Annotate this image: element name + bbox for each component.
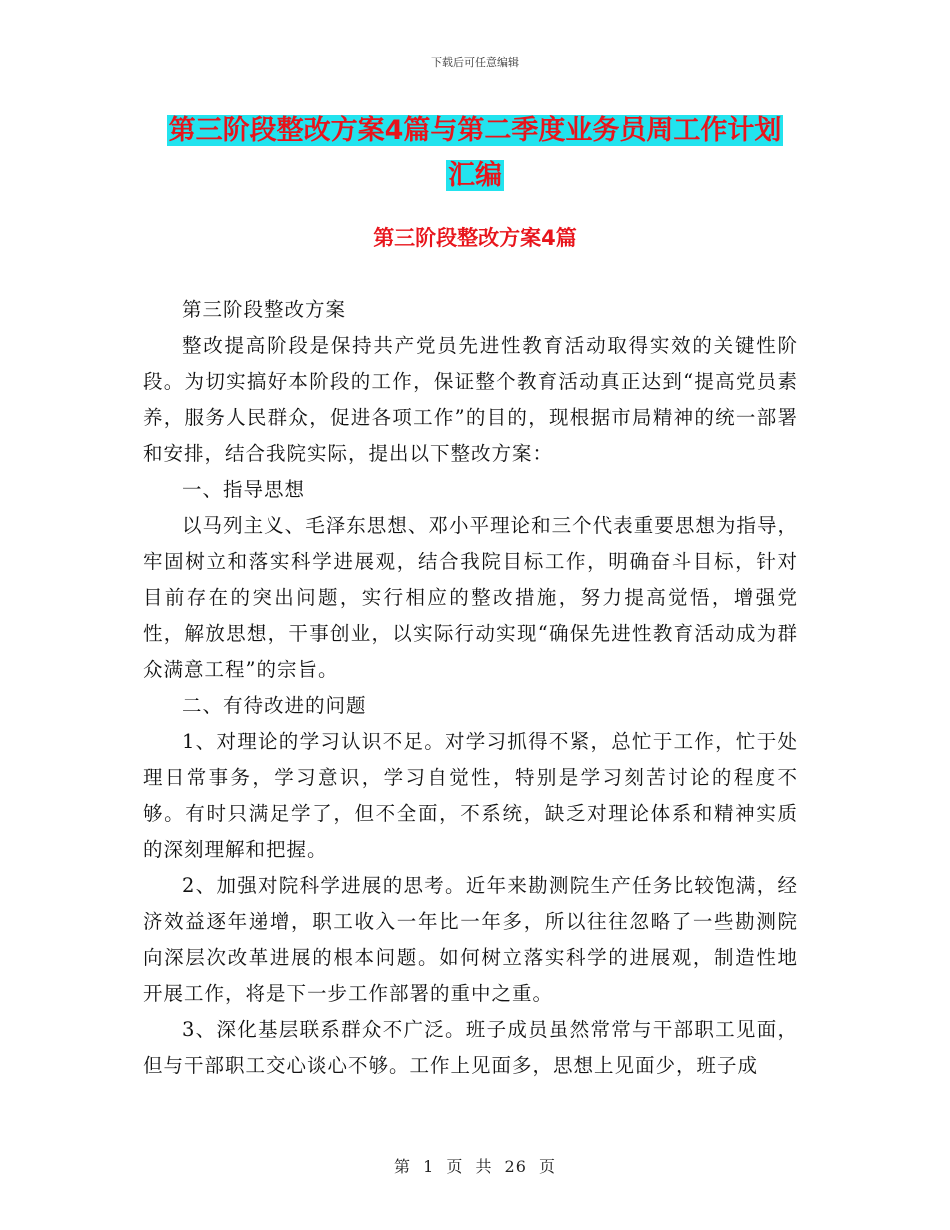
paragraph: 2、加强对院科学进展的思考。近年来勘测院生产任务比较饱满，经济效益逐年递增，职工收入一年比一年多，所以往往忽略了一些勘测院向深层次改革进展的根本问题。如何树立落实科学的进展观，制造性地开展工作，将是下一步工作部署的重中之重。 (143, 874, 798, 1005)
page-footer: 第 1 页 共 26 页 (394, 1157, 556, 1176)
title-line-1: 第三阶段整改方案4篇与第二季度业务员周工作计划 (168, 115, 782, 146)
document-title (140, 108, 810, 198)
header-note: 下载后可任意编辑 (431, 56, 519, 69)
paragraph: 3、深化基层联系群众不广泛。班子成员虽然常常与干部职工见面，但与干部职工交心谈心不够。工作上见面多，思想上见面少，班子成 (143, 1018, 798, 1077)
paragraph: 整改提高阶段是保持共产党员先进性教育活动取得实效的关键性阶段。为切实搞好本阶段的工作，保证整个教育活动真正达到“提高党员素养，服务人民群众，促进各项工作”的目的，现根据市局精神的统一部署和安排，结合我院实际，提出以下整改方案： (143, 334, 798, 465)
document-body (143, 292, 798, 1084)
section-title: 第三阶段整改方案4篇 (373, 226, 577, 250)
title-line-2: 汇编 (448, 160, 502, 191)
heading-problems: 二、有待改进的问题 (182, 694, 367, 717)
paragraph: 以马列主义、毛泽东思想、邓小平理论和三个代表重要思想为指导，牢固树立和落实科学进展观，结合我院目标工作，明确奋斗目标，针对目前存在的突出问题，实行相应的整改措施，努力提高觉悟，增强党性，解放思想，干事创业，以实际行动实现“确保先进性教育活动成为群众满意工程”的宗旨。 (143, 514, 798, 681)
paragraph: 1、对理论的学习认识不足。对学习抓得不紧，总忙于工作，忙于处理日常事务，学习意识，学习自觉性，特别是学习刻苦讨论的程度不够。有时只满足学了，但不全面，不系统，缺乏对理论体系和精神实质的深刻理解和把握。 (143, 730, 798, 861)
heading-guiding-ideology: 一、指导思想 (182, 478, 306, 501)
paragraph-subtitle: 第三阶段整改方案 (182, 298, 347, 321)
